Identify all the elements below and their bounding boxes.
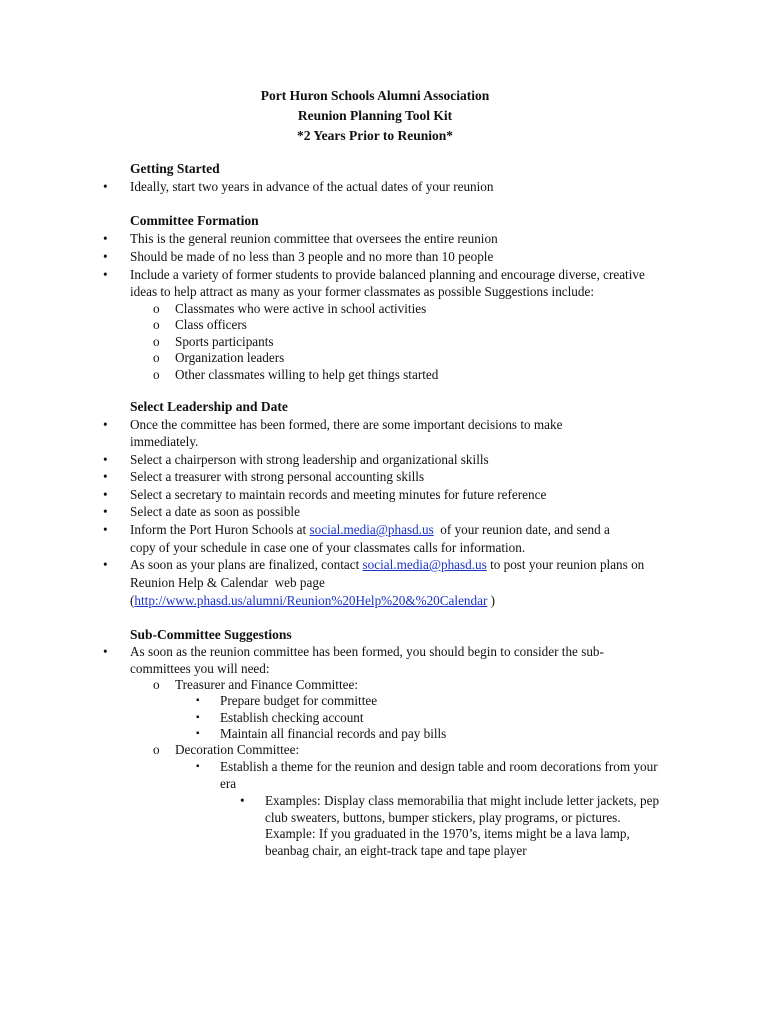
bullet-circle: o [153,742,160,757]
doc-title-line2: Reunion Planning Tool Kit [297,108,453,123]
contact-text-pre: As soon as your plans are finalized, contact [130,557,363,572]
leadership-item-cont: immediately. [130,434,199,449]
treasurer-task: Maintain all financial records and pay bills [220,726,447,741]
bullet-circle: o [153,301,160,316]
bullet-disc: • [103,249,108,264]
bullet-circle: o [153,677,160,692]
bullet-disc: • [103,452,108,467]
doc-title-line1: Port Huron Schools Alumni Association [260,88,490,103]
getting-started-item: Ideally, start two years in advance of the actual dates of your reunion [130,179,494,194]
decoration-example-cont: beanbag chair, an eight-track tape and tape player [265,843,527,858]
leadership-item-cont: Reunion Help & Calendar web page [130,575,325,590]
bullet-disc: • [103,557,108,572]
leadership-item: Once the committee has been formed, there are some important decisions to make [130,417,563,432]
bullet-disc: • [240,793,245,808]
bullet-disc: • [103,417,108,432]
section-heading-committee: Committee Formation [130,213,259,228]
inform-text-pre: Inform the Port Huron Schools at [130,522,310,537]
leadership-item: Select a date as soon as possible [130,504,300,519]
bullet-square: ▪ [196,712,200,723]
bullet-square: ▪ [196,728,200,739]
committee-sub-item: Class officers [175,317,247,332]
email-link[interactable]: social.media@phasd.us [309,522,434,537]
leadership-item: Select a secretary to maintain records and meeting minutes for future reference [130,487,547,502]
bullet-disc: • [103,231,108,246]
leadership-item-inform [130,522,610,538]
committee-item: This is the general reunion committee that oversees the entire reunion [130,231,498,246]
decoration-example-cont: club sweaters, buttons, bumper stickers, play programs, or pictures. [265,810,621,825]
doc-title-line3: *2 Years Prior to Reunion* [297,128,453,143]
treasurer-task: Establish checking account [220,710,364,725]
subcommittee-item-cont: committees you will need: [130,661,270,676]
committee-sub-item: Other classmates willing to help get things started [175,367,439,382]
email-link[interactable]: social.media@phasd.us [362,557,487,572]
leadership-item-cont: copy of your schedule in case one of your classmates calls for information. [130,540,526,555]
bullet-square: ▪ [196,761,200,772]
decoration-task: Establish a theme for the reunion and design table and room decorations from your [220,759,658,774]
bullet-circle: o [153,367,160,382]
committee-item: Include a variety of former students to provide balanced planning and encourage diverse, creative [130,267,645,282]
bullet-disc: • [103,522,108,537]
subcommittee-item: As soon as the reunion committee has been formed, you should begin to consider the sub- [130,644,604,659]
section-heading-getting-started: Getting Started [130,161,220,176]
contact-text-post: to post your reunion plans on [486,557,645,572]
bullet-circle: o [153,317,160,332]
committee-item-cont: ideas to help attract as many as your former classmates as possible Suggestions include: [130,284,595,299]
paren-close: ) [487,593,496,608]
section-heading-leadership: Select Leadership and Date [130,399,288,414]
bullet-disc: • [103,487,108,502]
bullet-disc: • [103,179,108,194]
decoration-committee-label: Decoration Committee: [175,742,300,757]
leadership-item: Select a treasurer with strong personal accounting skills [130,469,425,484]
committee-sub-item: Sports participants [175,334,274,349]
bullet-disc: • [103,644,108,659]
bullet-circle: o [153,350,160,365]
paren-open: ( [130,593,135,608]
decoration-example: Examples: Display class memorabilia that might include letter jackets, pep [265,793,660,808]
committee-sub-item: Classmates who were active in school activities [175,301,427,316]
bullet-square: ▪ [196,695,200,706]
leadership-item: Select a chairperson with strong leadership and organizational skills [130,452,489,467]
bullet-disc: • [103,469,108,484]
treasurer-committee-label: Treasurer and Finance Committee: [175,677,358,692]
decoration-task-cont: era [220,776,237,791]
committee-sub-item: Organization leaders [175,350,285,365]
calendar-url-line [130,593,495,609]
decoration-example-cont: Example: If you graduated in the 1970’s, items might be a lava lamp, [265,826,630,841]
committee-item: Should be made of no less than 3 people and no more than 10 people [130,249,494,264]
section-heading-subcommittee: Sub-Committee Suggestions [130,627,292,642]
bullet-disc: • [103,267,108,282]
bullet-disc: • [103,504,108,519]
inform-text-post: of your reunion date, and send a [433,522,610,537]
leadership-item-contact [130,557,644,573]
bullet-circle: o [153,334,160,349]
treasurer-task: Prepare budget for committee [220,693,378,708]
calendar-url-link[interactable]: http://www.phasd.us/alumni/Reunion%20Help%20&%20Calendar [134,593,488,608]
